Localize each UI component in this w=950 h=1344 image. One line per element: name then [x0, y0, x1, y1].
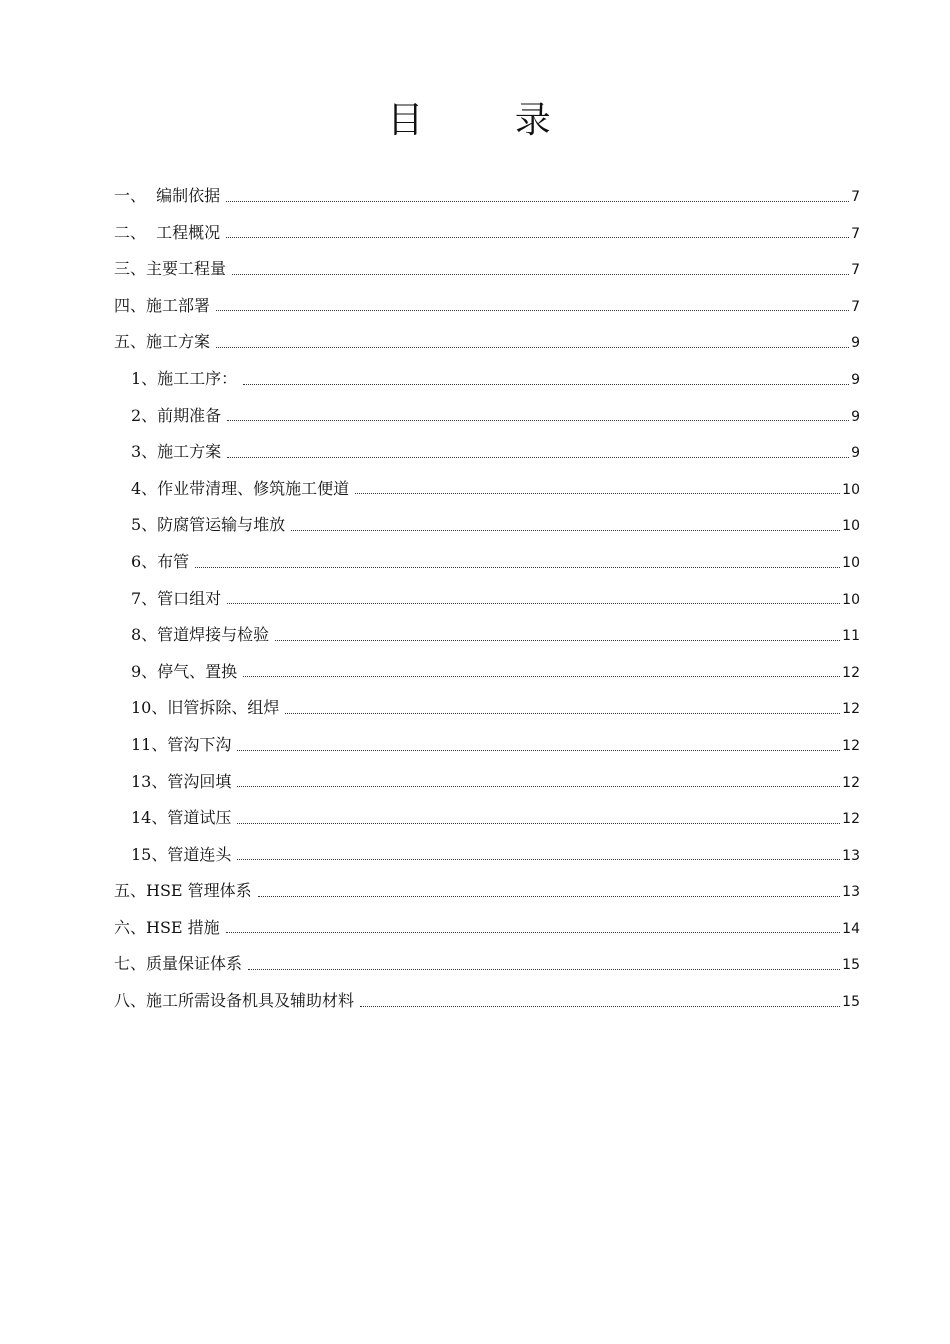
toc-entry-page-number: 9 — [851, 445, 860, 462]
toc-entry-label: 1、施工工序： — [131, 368, 238, 388]
toc-entry-label: 六、HSE 措施 — [114, 917, 220, 937]
toc-entry-label: 2、前期准备 — [131, 405, 222, 425]
toc-entry-page-number: 10 — [842, 518, 860, 535]
toc-entry-page-number: 7 — [851, 189, 860, 205]
toc-leader-dots — [355, 493, 840, 494]
toc-leader-dots — [291, 530, 840, 531]
toc-entry[interactable] — [114, 544, 860, 581]
toc-leader-dots — [285, 713, 840, 714]
toc-leader-dots — [195, 567, 840, 568]
toc-entry-label: 10、旧管拆除、组焊 — [131, 698, 280, 718]
toc-entry[interactable] — [114, 727, 860, 764]
toc-entry[interactable] — [114, 251, 860, 288]
toc-entry-page-number: 7 — [851, 298, 860, 315]
toc-entry[interactable] — [114, 215, 860, 252]
toc-entry-page-number: 15 — [842, 957, 860, 974]
toc-entry[interactable] — [114, 434, 860, 471]
toc-entry-page-number: 9 — [851, 408, 860, 425]
toc-entry-page-number: 7 — [851, 225, 860, 242]
toc-entry[interactable] — [114, 288, 860, 325]
toc-entry[interactable] — [114, 361, 860, 398]
toc-entry-page-number: 9 — [851, 335, 860, 352]
toc-leader-dots — [226, 201, 849, 202]
toc-entry-page-number: 10 — [842, 554, 860, 571]
toc-leader-dots — [243, 676, 840, 677]
toc-entry[interactable] — [114, 324, 860, 361]
toc-leader-dots — [227, 603, 840, 604]
toc-entry-label: 二、 工程概况 — [114, 222, 221, 242]
toc-leader-dots — [216, 347, 849, 348]
toc-leader-dots — [226, 237, 849, 238]
toc-entry[interactable] — [114, 507, 860, 544]
toc-entry-page-number: 14 — [842, 920, 860, 937]
toc-leader-dots — [227, 420, 849, 421]
toc-entry[interactable] — [114, 654, 860, 691]
toc-entry[interactable] — [114, 581, 860, 618]
toc-entry-label: 八、施工所需设备机具及辅助材料 — [114, 991, 355, 1011]
toc-entry[interactable] — [114, 910, 860, 947]
toc-leader-dots — [216, 310, 849, 311]
toc-entry-page-number: 9 — [851, 371, 860, 388]
toc-entry-page-number: 12 — [842, 664, 860, 681]
toc-leader-dots — [243, 384, 849, 385]
toc-leader-dots — [275, 640, 840, 641]
toc-entry-page-number: 12 — [842, 811, 860, 828]
toc-entry-page-number: 12 — [842, 774, 860, 791]
toc-entry-label: 七、质量保证体系 — [114, 954, 243, 974]
toc-leader-dots — [360, 1006, 840, 1007]
toc-entry-page-number: 10 — [842, 591, 860, 608]
toc-title: 目 录 — [387, 100, 591, 141]
toc-leader-dots — [248, 969, 840, 970]
toc-leader-dots — [258, 896, 840, 897]
toc-entry-label: 3、施工方案 — [131, 442, 222, 462]
toc-entry-page-number: 13 — [842, 847, 860, 864]
toc-entry[interactable] — [114, 471, 860, 508]
toc-entry[interactable] — [114, 946, 860, 983]
toc-leader-dots — [237, 859, 840, 860]
toc-entry-page-number: 13 — [842, 884, 860, 901]
toc-entry-page-number: 11 — [842, 628, 860, 645]
toc-entry-label: 15、管道连头 — [131, 844, 232, 864]
toc-entry-page-number: 15 — [842, 994, 860, 1011]
toc-entry-label: 一、 编制依据 — [114, 186, 221, 205]
toc-entry[interactable] — [114, 873, 860, 910]
toc-entry-label: 三、主要工程量 — [114, 259, 227, 279]
toc-entry-page-number: 12 — [842, 701, 860, 718]
toc-leader-dots — [237, 823, 840, 824]
toc-entry[interactable] — [114, 983, 860, 1020]
toc-entry-label: 14、管道试压 — [131, 808, 232, 828]
toc-entry-page-number: 7 — [851, 262, 860, 279]
toc-entry[interactable] — [114, 837, 860, 874]
toc-leader-dots — [226, 932, 840, 933]
toc-entry[interactable] — [114, 178, 860, 215]
toc-entry[interactable] — [114, 800, 860, 837]
toc-entry[interactable] — [114, 764, 860, 801]
toc-entry-label: 9、停气、置换 — [131, 661, 238, 681]
toc-leader-dots — [237, 786, 840, 787]
toc-entry-label: 7、管口组对 — [131, 588, 222, 608]
toc-entry-label: 8、管道焊接与检验 — [131, 625, 270, 645]
table-of-contents — [114, 178, 860, 1020]
toc-entry[interactable] — [114, 398, 860, 435]
toc-entry-label: 6、布管 — [131, 551, 190, 571]
toc-entry-label: 五、HSE 管理体系 — [114, 881, 252, 901]
toc-entry[interactable] — [114, 690, 860, 727]
toc-leader-dots — [232, 274, 849, 275]
toc-leader-dots — [227, 457, 849, 458]
toc-entry-label: 13、管沟回填 — [131, 771, 232, 791]
toc-entry-label: 四、施工部署 — [114, 295, 211, 315]
toc-entry-label: 11、管沟下沟 — [131, 734, 232, 754]
toc-entry-label: 4、作业带清理、修筑施工便道 — [131, 478, 350, 498]
toc-entry-page-number: 10 — [842, 481, 860, 498]
toc-entry-page-number: 12 — [842, 737, 860, 754]
toc-entry[interactable] — [114, 617, 860, 654]
toc-leader-dots — [237, 750, 840, 751]
toc-entry-label: 五、施工方案 — [114, 332, 211, 352]
toc-entry-label: 5、防腐管运输与堆放 — [131, 515, 286, 535]
